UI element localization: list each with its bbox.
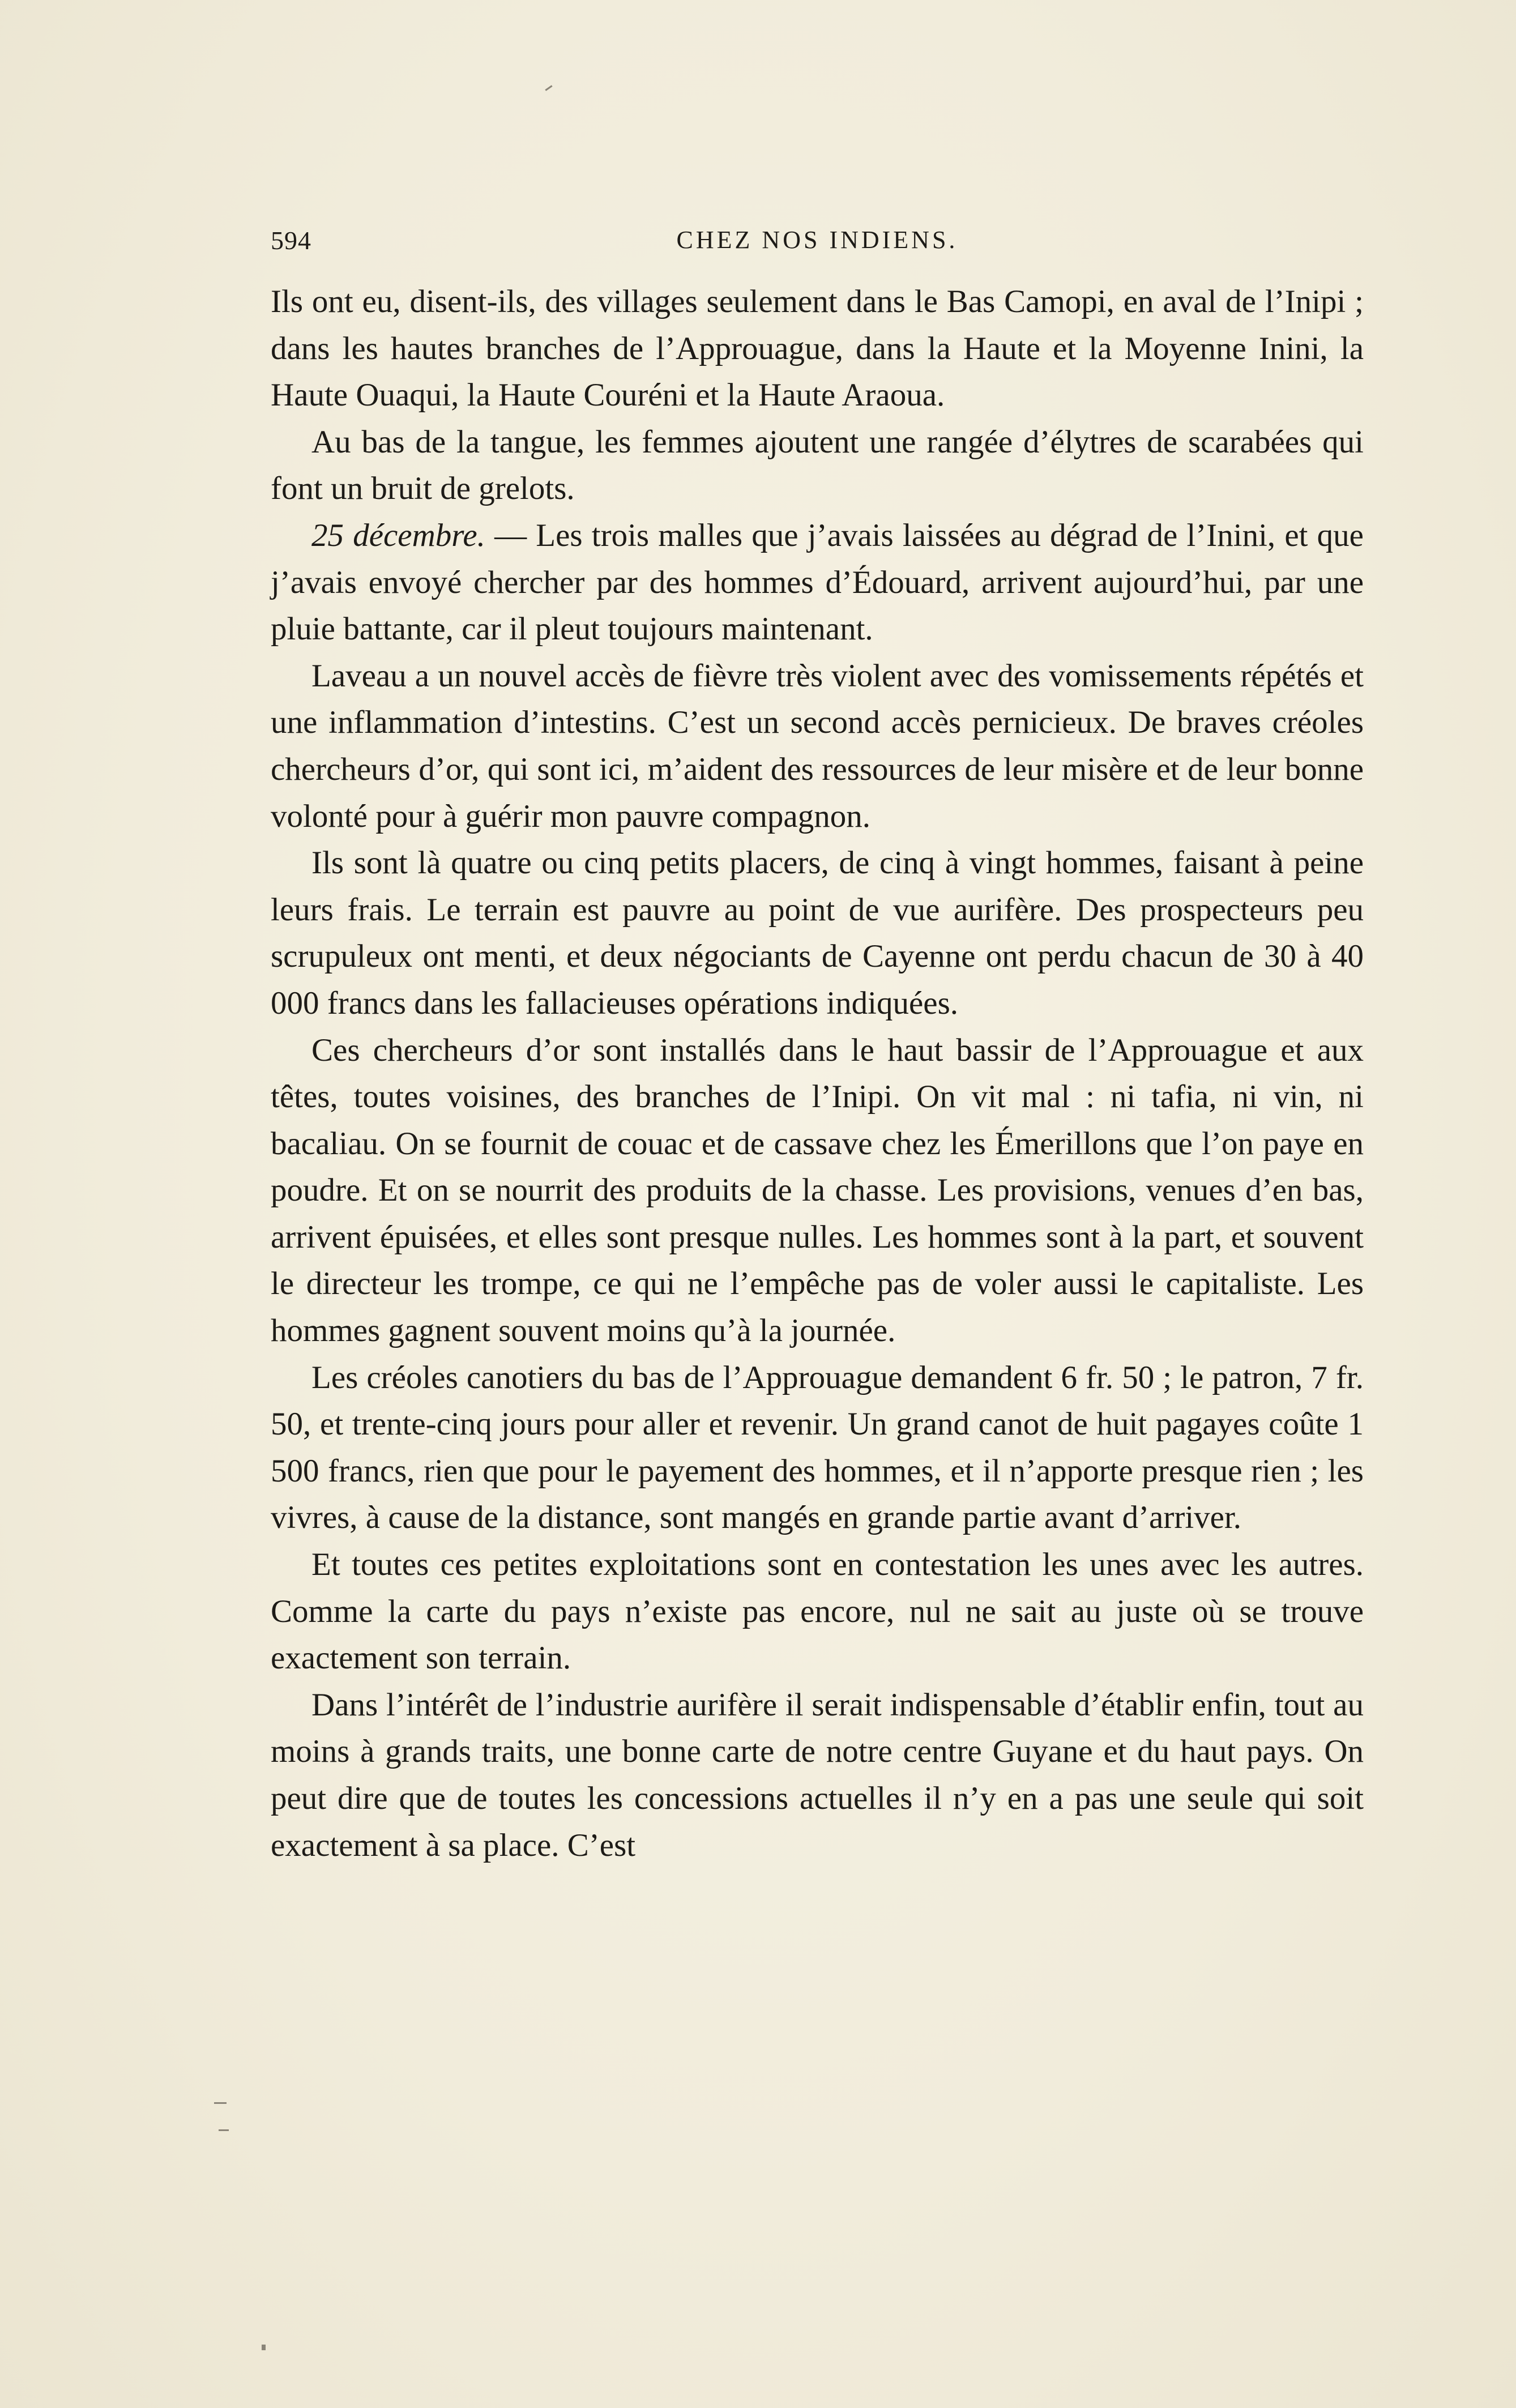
paragraph-dated: [271, 513, 1364, 653]
paragraph: Ils ont eu, disent-ils, des villages seulement dans le Bas Camopi, en aval de l’Inipi ; dans les hautes branches de l’Approuague, dans la Haute et la Moyenne Inini, la Haute Ouaqui, la Haute Couréni et la Haute Araoua.: [271, 284, 1364, 413]
running-title: CHEZ NOS INDIENS.: [676, 226, 958, 254]
scan-speck: [545, 85, 552, 91]
paragraph: Laveau a un nouvel accès de fièvre très violent avec des vomissements répétés et une inflammation d’intestins. C’est un second accès pernicieux. De braves créoles chercheurs d’or, qui sont ici, m’aident des ressources de leur misère et de leur bonne volonté pour à guérir mon pauvre compagnon.: [271, 657, 1364, 834]
scan-speck: [214, 2102, 227, 2104]
page-header: [271, 225, 1364, 265]
body-text: [271, 279, 1364, 1869]
page-number: 594: [271, 226, 311, 255]
paragraph: Ces chercheurs d’or sont installés dans le haut bassir de l’Approuague et aux têtes, toutes voisines, des branches de l’Inipi. On vit mal : ni tafia, ni vin, ni bacaliau. On se fournit de couac et de cassave chez les Émerillons que l’on paye en poudre. Et on se nourrit des produits de la chasse. Les provisions, venues d’en bas, arrivent épuisées, et elles sont presque nulles. Les hommes sont à la part, et souvent le directeur les trompe, ce qui ne l’empêche pas de voler aussi le capitaliste. Les hommes gagnent souvent moins qu’à la journée.: [271, 1032, 1364, 1349]
paragraph: Et toutes ces petites exploitations sont en contestation les unes avec les autres. Comme la carte du pays n’existe pas encore, nul ne sait au juste où se trouve exactement son terrain.: [271, 1547, 1364, 1676]
paragraph: Au bas de la tangue, les femmes ajoutent une rangée d’élytres de scarabées qui font un bruit de grelots.: [271, 424, 1364, 507]
date-label: 25 décembre.: [311, 517, 485, 553]
scan-speck: [262, 2345, 266, 2350]
paragraph-text: — Les trois malles que j’avais laissées au dégrad de l’Inini, et que j’avais envoyé chercher par des hommes d’Édouard, arrivent aujourd’hui, par une pluie battante, car il pleut toujours maintenant.: [271, 517, 1364, 647]
scan-speck: [219, 2129, 229, 2131]
paragraph: Ils sont là quatre ou cinq petits placers, de cinq à vingt hommes, faisant à peine leurs frais. Le terrain est pauvre au point de vue aurifère. Des prospecteurs peu scrupuleux ont menti, et deux négociants de Cayenne ont perdu chacun de 30 à 40 000 francs dans les fallacieuses opérations indiquées.: [271, 845, 1364, 1021]
paragraph: Les créoles canotiers du bas de l’Approuague demandent 6 fr. 50 ; le patron, 7 fr. 50, et trente-cinq jours pour aller et revenir. Un grand canot de huit pagayes coûte 1 500 francs, rien que pour le payement des hommes, et il n’apporte presque rien ; les vivres, à cause de la distance, sont mangés en grande partie avant d’arriver.: [271, 1359, 1364, 1536]
paragraph: Dans l’intérêt de l’industrie aurifère il serait indispensable d’établir enfin, tout au moins à grands traits, une bonne carte de notre centre Guyane et du haut pays. On peut dire que de toutes les concessions actuelles il n’y en a pas une seule qui soit exactement à sa place. C’est: [271, 1687, 1364, 1863]
